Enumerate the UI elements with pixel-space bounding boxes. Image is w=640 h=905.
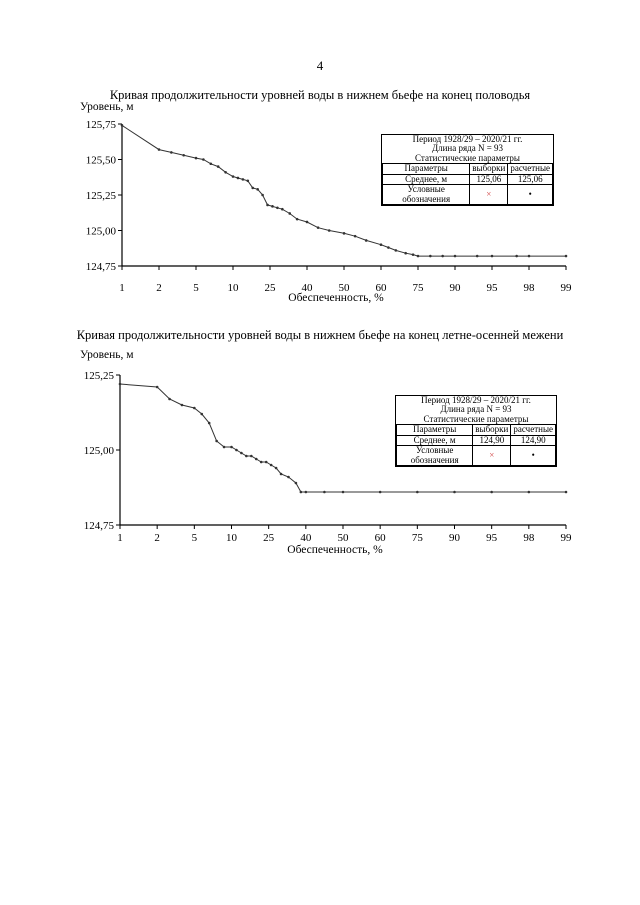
mean-label: Среднее, м: [397, 435, 473, 445]
data-point: [528, 255, 531, 258]
data-point: [224, 171, 227, 174]
data-point: [416, 491, 419, 494]
header-params: Параметры: [397, 425, 473, 435]
x-tick-label: 50: [337, 532, 349, 544]
legend-length: Длина ряда N = 93: [431, 143, 504, 154]
data-point: [181, 404, 184, 407]
data-point: [235, 449, 238, 452]
x-tick-label: 95: [486, 282, 498, 294]
page-number: 4: [316, 58, 324, 73]
data-point: [250, 455, 253, 458]
legend-table: [382, 163, 553, 205]
chart2-ylabel: Уровень, м: [80, 349, 134, 361]
x-tick-label: 50: [338, 282, 350, 294]
data-point: [453, 491, 456, 494]
x-axis-label: Обеспеченность, %: [288, 292, 384, 304]
data-point: [342, 491, 345, 494]
data-point: [260, 461, 263, 464]
data-point: [300, 491, 303, 494]
legend-stats-title: Статистические параметры: [423, 413, 529, 424]
sample-marker-icon: ×: [486, 188, 492, 199]
x-tick-label: 40: [300, 532, 312, 544]
data-point: [379, 491, 382, 494]
data-point: [280, 473, 283, 476]
y-tick-label: 124,75: [85, 261, 116, 273]
x-tick-label: 90: [449, 532, 460, 544]
x-tick-label: 99: [560, 532, 572, 544]
x-tick-label: 90: [449, 282, 461, 294]
data-point: [266, 204, 269, 207]
y-tick-label: 125,75: [85, 119, 116, 131]
data-point: [256, 188, 259, 191]
data-point: [251, 187, 254, 190]
data-point: [354, 235, 357, 238]
data-point: [208, 422, 211, 425]
data-point: [491, 255, 494, 258]
data-point: [305, 491, 308, 494]
data-point: [323, 491, 326, 494]
data-point: [528, 491, 531, 494]
data-point: [317, 226, 320, 229]
chart1-ylabel: Уровень, м: [80, 101, 134, 113]
data-point: [275, 467, 278, 470]
x-tick-label: 75: [412, 282, 424, 294]
calc-marker-icon: •: [528, 188, 532, 199]
data-point: [242, 178, 245, 181]
chart2-title: Кривая продолжительности уровней воды в нижнем бьефе на конец летне-осенней межени: [76, 328, 564, 342]
data-point: [281, 208, 284, 211]
data-point: [223, 446, 226, 449]
data-point: [380, 243, 383, 246]
data-point: [200, 413, 203, 416]
x-tick-label: 5: [191, 532, 198, 544]
data-point: [232, 175, 235, 178]
data-point: [287, 476, 290, 479]
data-point: [412, 253, 415, 256]
y-tick-label: 125,25: [83, 370, 114, 382]
y-tick-label: 125,25: [85, 190, 116, 202]
data-point: [490, 491, 493, 494]
x-tick-label: 2: [156, 282, 162, 294]
data-point: [265, 461, 268, 464]
data-point: [270, 464, 273, 467]
x-tick-label: 2: [154, 532, 160, 544]
data-point: [296, 218, 299, 221]
header-calc: расчетные: [508, 164, 553, 174]
mean-calc: 124,90: [511, 435, 556, 445]
chart2-legend: [395, 395, 557, 467]
data-point: [240, 452, 243, 455]
symbols-label: Условные обозначения: [383, 185, 470, 205]
header-sample: выборки: [473, 425, 511, 435]
data-point: [565, 255, 568, 258]
data-point: [193, 407, 196, 410]
data-point: [195, 157, 198, 160]
data-point: [170, 151, 173, 154]
data-point: [295, 482, 298, 485]
legend-length: Длина ряда N = 93: [440, 404, 512, 415]
mean-sample: 124,90: [473, 435, 511, 445]
data-point: [306, 221, 309, 224]
x-tick-label: 95: [486, 532, 498, 544]
y-tick-label: 125,50: [85, 154, 116, 167]
mean-sample: 125,06: [470, 174, 508, 184]
data-point: [288, 212, 291, 215]
x-tick-label: 1: [119, 282, 125, 294]
x-tick-label: 75: [411, 532, 423, 544]
x-tick-label: 25: [264, 282, 276, 294]
legend-stats-title: Статистические параметры: [415, 152, 520, 163]
data-point: [441, 255, 444, 258]
x-tick-label: 5: [193, 282, 199, 294]
data-point: [271, 205, 274, 208]
data-point: [217, 165, 220, 168]
data-point: [210, 162, 213, 165]
y-tick-label: 125,00: [83, 445, 114, 457]
data-point: [417, 255, 420, 258]
mean-calc: 125,06: [508, 174, 553, 184]
x-tick-label: 98: [523, 282, 535, 294]
x-tick-label: 60: [374, 532, 386, 544]
y-tick-label: 125,00: [85, 225, 116, 238]
legend-period: Период 1928/29 – 2020/21 гг.: [421, 395, 531, 405]
data-point: [168, 398, 171, 401]
data-point: [429, 255, 432, 258]
data-point: [476, 255, 479, 258]
data-point: [365, 239, 368, 242]
x-tick-label: 99: [560, 282, 572, 294]
data-point: [515, 255, 518, 258]
data-point: [182, 154, 185, 157]
data-point: [404, 252, 407, 255]
data-point: [202, 158, 205, 161]
x-tick-label: 25: [263, 532, 275, 544]
data-point: [255, 458, 258, 461]
data-point: [245, 455, 248, 458]
x-tick-label: 98: [523, 532, 535, 544]
x-tick-label: 10: [227, 282, 239, 294]
data-point: [261, 194, 264, 197]
legend-period: Период 1928/29 – 2020/21 гг.: [412, 134, 523, 144]
x-axis-label: Обеспеченность, %: [287, 544, 383, 556]
data-point: [395, 249, 398, 252]
data-point: [343, 232, 346, 235]
y-tick-label: 124,75: [83, 520, 114, 532]
data-point: [454, 255, 457, 258]
data-point: [156, 386, 159, 389]
data-point: [328, 229, 331, 232]
header-sample: выборки: [470, 164, 508, 174]
sample-marker-icon: ×: [489, 449, 495, 460]
legend-table: [396, 424, 556, 466]
calc-marker-icon: •: [531, 449, 535, 460]
data-point: [247, 180, 250, 183]
symbols-label: Условные обозначения: [397, 446, 473, 466]
x-tick-label: 1: [117, 532, 123, 544]
mean-label: Среднее, м: [383, 174, 470, 184]
x-tick-label: 10: [226, 532, 237, 544]
header-calc: расчетные: [511, 425, 556, 435]
x-tick-label: 40: [301, 282, 313, 294]
data-point: [158, 148, 161, 151]
data-point: [121, 124, 124, 127]
data-point: [276, 206, 279, 209]
data-point: [387, 246, 390, 249]
data-point: [215, 440, 218, 443]
chart1-title: Кривая продолжительности уровней воды в нижнем бьефе на конец половодья: [109, 88, 531, 102]
chart1-legend: [381, 134, 554, 206]
data-point: [237, 177, 240, 180]
data-point: [119, 383, 122, 386]
header-params: Параметры: [383, 164, 470, 174]
x-tick-label: 60: [375, 282, 387, 294]
data-point: [230, 446, 233, 449]
data-point: [565, 491, 568, 494]
